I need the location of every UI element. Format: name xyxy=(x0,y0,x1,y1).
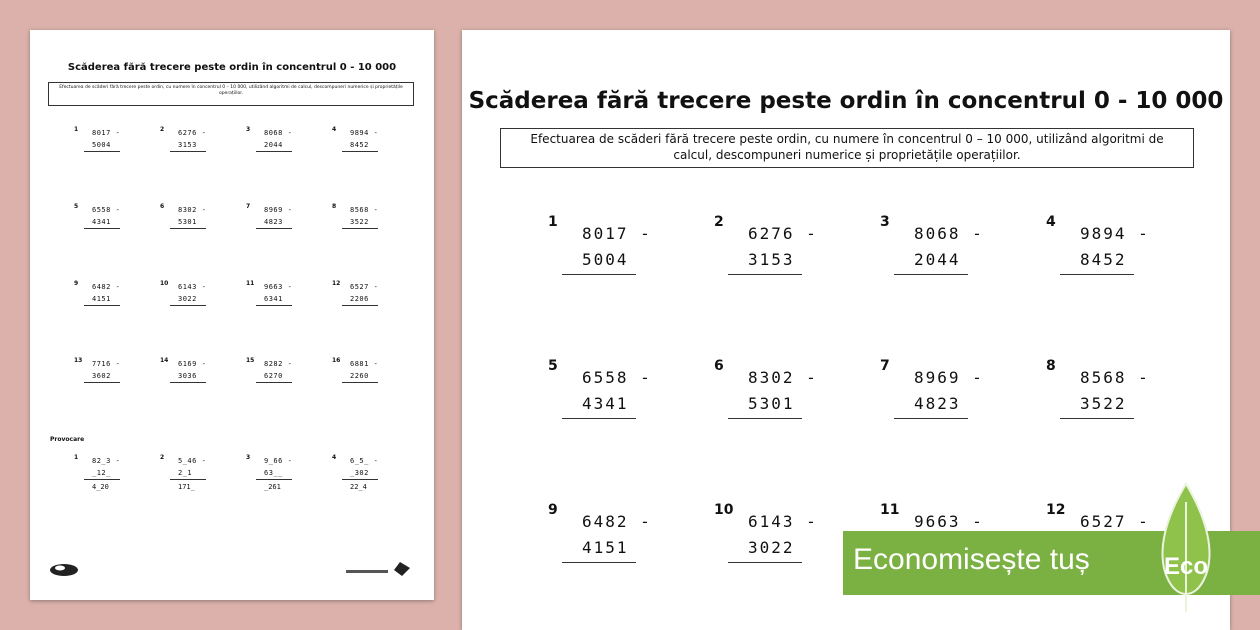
problem-number: 12 xyxy=(1046,502,1066,518)
answer-line xyxy=(170,382,206,383)
problem-number: 6 xyxy=(714,358,724,374)
subtrahend: 2044 xyxy=(264,141,283,149)
difference: _261 xyxy=(264,483,281,491)
subtrahend: 3036 xyxy=(178,372,197,380)
answer-line xyxy=(1060,418,1134,419)
answer-line xyxy=(256,151,292,152)
minuend: 5_46 - xyxy=(178,457,207,465)
worksheet-title: Scăderea fără trecere peste ordin în concentrul 0 - 10 000 xyxy=(468,88,1224,114)
problem-number: 8 xyxy=(1046,358,1056,374)
answer-line xyxy=(894,274,968,275)
logo-icon xyxy=(48,562,80,578)
answer-line xyxy=(84,228,120,229)
answer-line xyxy=(170,305,206,306)
answer-line xyxy=(256,479,292,480)
answer-line xyxy=(84,479,120,480)
difference: 171_ xyxy=(178,483,195,491)
answer-line xyxy=(728,274,802,275)
minuend: 6527 - xyxy=(1080,512,1150,531)
minuend: 8282 - xyxy=(264,360,293,368)
subtrahend: 4151 xyxy=(92,295,111,303)
answer-line xyxy=(256,228,292,229)
answer-line xyxy=(342,228,378,229)
problem-number: 7 xyxy=(880,358,890,374)
challenge-heading: Provocare xyxy=(50,436,85,443)
problem-number: 1 xyxy=(548,214,558,230)
answer-line xyxy=(342,382,378,383)
subtrahend: 2206 xyxy=(350,295,369,303)
subtrahend: _12_ xyxy=(92,469,111,477)
thumbnail-instructions: Efectuarea de scăderi fără trecere peste ordin, cu numere în concentrul 0 – 10 000, utilizând algoritmi de calcul, descompuneri numerice și proprietățile operațiilor. xyxy=(48,82,414,106)
subtrahend: 5301 xyxy=(178,218,197,226)
difference: 4_20 xyxy=(92,483,109,491)
answer-line xyxy=(342,305,378,306)
subtrahend: _302 xyxy=(350,469,369,477)
minuend: 6881 - xyxy=(350,360,379,368)
problem-number: 2 xyxy=(714,214,724,230)
subtrahend: 2044 xyxy=(914,250,961,269)
problem-number: 4 xyxy=(332,126,337,133)
minuend: 7716 - xyxy=(92,360,121,368)
minuend: 6276 - xyxy=(178,129,207,137)
problem-number: 3 xyxy=(246,454,251,461)
problem-number: 10 xyxy=(160,280,169,287)
answer-line xyxy=(84,305,120,306)
subtrahend: 2_1 xyxy=(178,469,193,477)
problem-number: 2 xyxy=(160,454,165,461)
subtrahend: 63__ xyxy=(264,469,283,477)
problem-number: 9 xyxy=(74,280,79,287)
answer-line xyxy=(342,479,378,480)
minuend: 8302 - xyxy=(748,368,818,387)
minuend: 8068 - xyxy=(914,224,984,243)
minuend: 8568 - xyxy=(350,206,379,214)
problem-number: 9 xyxy=(548,502,558,518)
subtrahend: 2260 xyxy=(350,372,369,380)
answer-line xyxy=(894,418,968,419)
minuend: 6_5_ - xyxy=(350,457,379,465)
subtrahend: 3522 xyxy=(350,218,369,226)
minuend: 9663 - xyxy=(264,283,293,291)
subtrahend: 3153 xyxy=(178,141,197,149)
answer-line xyxy=(728,562,802,563)
minuend: 8969 - xyxy=(264,206,293,214)
problem-number: 5 xyxy=(548,358,558,374)
answer-line xyxy=(562,562,636,563)
problem-number: 15 xyxy=(246,357,255,364)
minuend: 8969 - xyxy=(914,368,984,387)
difference: 22_4 xyxy=(350,483,367,491)
minuend: 9663 - xyxy=(914,512,984,531)
subtrahend: 5004 xyxy=(92,141,111,149)
subtrahend: 4823 xyxy=(264,218,283,226)
minuend: 9894 - xyxy=(350,129,379,137)
subtrahend: 4341 xyxy=(582,394,629,413)
eco-tag: Eco xyxy=(1163,553,1209,580)
answer-line xyxy=(1060,274,1134,275)
answer-line xyxy=(84,151,120,152)
subtrahend: 3153 xyxy=(748,250,795,269)
answer-line xyxy=(562,274,636,275)
subtrahend: 3602 xyxy=(92,372,111,380)
worksheet-thumbnail xyxy=(30,30,434,600)
problem-number: 14 xyxy=(160,357,169,364)
problem-number: 10 xyxy=(714,502,734,518)
minuend: 9_66 - xyxy=(264,457,293,465)
minuend: 6482 - xyxy=(582,512,652,531)
minuend: 6143 - xyxy=(748,512,818,531)
minuend: 6169 - xyxy=(178,360,207,368)
problem-number: 11 xyxy=(880,502,900,518)
answer-line xyxy=(562,418,636,419)
answer-line xyxy=(256,382,292,383)
answer-line xyxy=(170,479,206,480)
problem-number: 11 xyxy=(246,280,255,287)
minuend: 6558 - xyxy=(92,206,121,214)
answer-line xyxy=(84,382,120,383)
minuend: 6558 - xyxy=(582,368,652,387)
leaf-icon xyxy=(1155,482,1217,614)
problem-number: 5 xyxy=(74,203,79,210)
minuend: 6276 - xyxy=(748,224,818,243)
minuend: 8068 - xyxy=(264,129,293,137)
minuend: 6143 - xyxy=(178,283,207,291)
subtrahend: 5004 xyxy=(582,250,629,269)
minuend: 8017 - xyxy=(92,129,121,137)
minuend: 8568 - xyxy=(1080,368,1150,387)
problem-number: 8 xyxy=(332,203,337,210)
subtrahend: 3022 xyxy=(178,295,197,303)
thumbnail-title: Scăderea fără trecere peste ordin în concentrul 0 - 10 000 xyxy=(67,62,397,73)
answer-line xyxy=(342,151,378,152)
subtrahend: 8452 xyxy=(1080,250,1127,269)
subtrahend: 4151 xyxy=(582,538,629,557)
problem-number: 1 xyxy=(74,126,79,133)
subtrahend: 5301 xyxy=(748,394,795,413)
minuend: 6527 - xyxy=(350,283,379,291)
subtrahend: 6270 xyxy=(264,372,283,380)
subtrahend: 4341 xyxy=(92,218,111,226)
problem-number: 1 xyxy=(74,454,79,461)
problem-number: 3 xyxy=(246,126,251,133)
answer-line xyxy=(728,418,802,419)
subtrahend: 6341 xyxy=(264,295,283,303)
answer-line xyxy=(170,151,206,152)
problem-number: 2 xyxy=(160,126,165,133)
problem-number: 16 xyxy=(332,357,341,364)
problem-number: 4 xyxy=(1046,214,1056,230)
minuend: 9894 - xyxy=(1080,224,1150,243)
footer-logo-icon xyxy=(346,558,416,580)
subtrahend: 8452 xyxy=(350,141,369,149)
problem-number: 4 xyxy=(332,454,337,461)
subtrahend: 3022 xyxy=(748,538,795,557)
problem-number: 7 xyxy=(246,203,251,210)
problem-number: 6 xyxy=(160,203,165,210)
eco-label: Economisește tuș xyxy=(853,543,1090,576)
minuend: 8017 - xyxy=(582,224,652,243)
problem-number: 13 xyxy=(74,357,83,364)
minuend: 8302 - xyxy=(178,206,207,214)
worksheet-instructions: Efectuarea de scăderi fără trecere peste ordin, cu numere în concentrul 0 – 10 000, utilizând algoritmi de calcul, descompuneri numerice și proprietățile operațiilor. xyxy=(500,128,1194,168)
minuend: 6482 - xyxy=(92,283,121,291)
problem-number: 3 xyxy=(880,214,890,230)
answer-line xyxy=(256,305,292,306)
subtrahend: 4823 xyxy=(914,394,961,413)
problem-number: 12 xyxy=(332,280,341,287)
answer-line xyxy=(170,228,206,229)
minuend: 82_3 - xyxy=(92,457,121,465)
subtrahend: 3522 xyxy=(1080,394,1127,413)
